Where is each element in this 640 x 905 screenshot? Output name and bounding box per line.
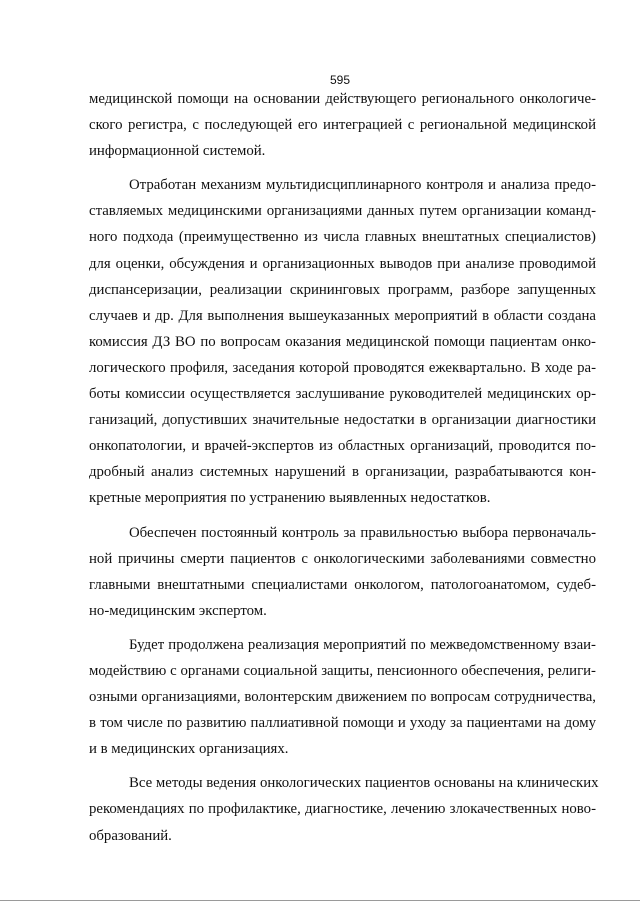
paragraph-5	[89, 770, 599, 848]
text-line: ского регистра, с последующей его интеграцией с региональной медицинской	[89, 117, 596, 134]
paragraph-4	[89, 632, 596, 762]
text-line: образований.	[89, 827, 172, 844]
text-line: модействию с органами социальной защиты, пенсионного обеспечения, религи-	[89, 662, 596, 679]
text-line: Все методы ведения онкологических пациентов основаны на клинических	[129, 775, 599, 792]
text-line: случаев и др. Для выполнения вышеуказанных мероприятий в области создана	[89, 307, 596, 324]
text-line: ставляемых медицинскими организациями данных путем организации команд-	[89, 203, 596, 220]
text-line: дробный анализ системных нарушений в организации, разрабатываются кон-	[89, 464, 596, 481]
text-line: медицинской помощи на основании действующего регионального онкологиче-	[89, 91, 596, 107]
paragraph-2	[89, 172, 596, 511]
page-bottom-edge	[0, 900, 640, 901]
text-line: онкопатологии, и врачей-экспертов из областных организаций, проводится по-	[89, 438, 596, 455]
paragraph-1	[89, 86, 596, 164]
text-line: ной причины смерти пациентов с онкологическими заболеваниями совместно	[89, 550, 596, 567]
text-line: Будет продолжена реализация мероприятий по межведомственному взаи-	[129, 636, 596, 653]
text-line: кретные мероприятия по устранению выявленных недостатков.	[89, 490, 491, 507]
text-line: комиссия ДЗ ВО по вопросам оказания медицинской помощи пациентам онко-	[89, 333, 596, 350]
text-line: рекомендациях по профилактике, диагностике, лечению злокачественных ново-	[89, 801, 596, 818]
text-line: и в медицинских организациях.	[89, 741, 289, 758]
text-line: но-медицинским экспертом.	[89, 602, 267, 619]
text-line: ного подхода (преимущественно из числа главных внештатных специалистов)	[89, 229, 596, 246]
page-number: 595	[329, 73, 351, 87]
text-line: в том числе по развитию паллиативной помощи и уходу за пациентами на дому	[89, 715, 596, 732]
text-line: информационной системой.	[89, 143, 266, 160]
text-line: Обеспечен постоянный контроль за правильностью выбора первоначаль-	[129, 524, 596, 541]
paragraph-3	[89, 520, 596, 624]
text-line: Отработан механизм мультидисциплинарного контроля и анализа предо-	[129, 177, 596, 194]
text-line: ганизаций, допустивших значительные недостатки в организации диагностики	[89, 412, 596, 429]
text-line: для оценки, обсуждения и организационных выводов при анализе проводимой	[89, 255, 596, 272]
text-line: главными внештатными специалистами онкологом, патологоанатомом, судеб-	[89, 576, 596, 593]
body-text	[89, 86, 599, 849]
text-line: логического профиля, заседания которой проводятся ежеквартально. В ходе ра-	[89, 359, 596, 376]
text-line: боты комиссии осуществляется заслушивание руководителей медицинских ор-	[89, 386, 596, 403]
text-line: озными организациями, волонтерским движением по вопросам сотрудничества,	[89, 689, 596, 706]
text-line: диспансеризации, реализации скрининговых программ, разборе запущенных	[89, 281, 596, 298]
